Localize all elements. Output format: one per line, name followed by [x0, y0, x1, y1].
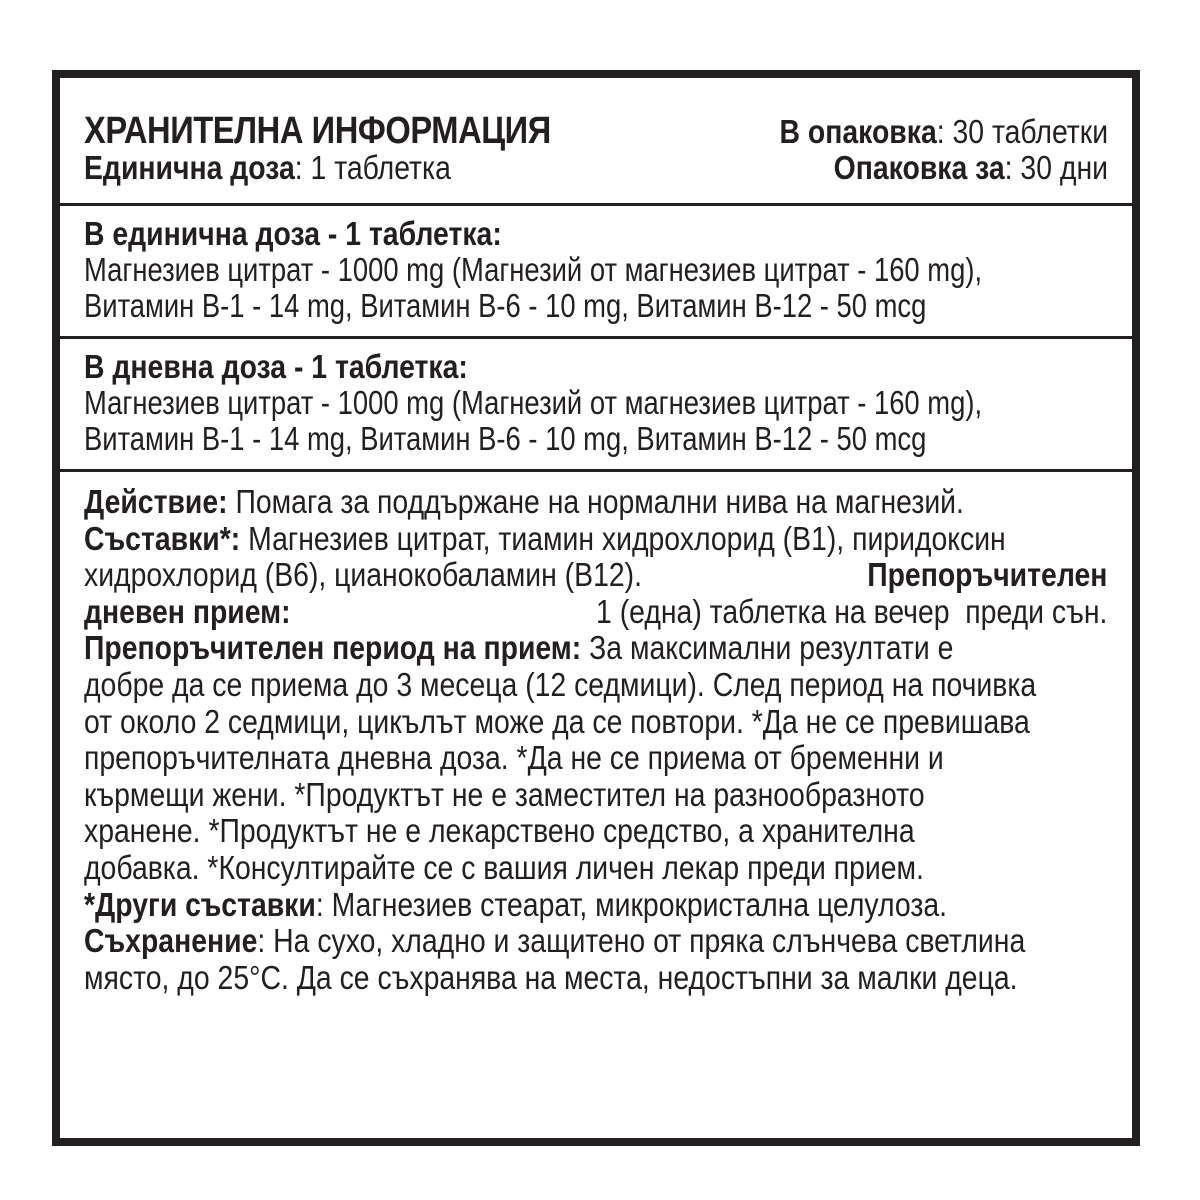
package-duration — [834, 149, 1108, 187]
details-line: добре да се приема до 3 месеца (12 седмици). След период на почивка — [84, 665, 1037, 703]
storage-label: Съхранение — [84, 922, 258, 960]
label-title: ХРАНИТЕЛНА ИНФОРМАЦИЯ — [84, 110, 551, 152]
action-line — [84, 484, 1107, 521]
recommended-period-text: За максимални резултати е — [581, 629, 954, 667]
single-dose-value: : 1 таблетка — [294, 149, 451, 186]
details-line: от около 2 седмици, цикълът може да се повтори. *Да не се превишава — [84, 702, 1030, 740]
label-subheader-row — [84, 149, 1108, 187]
storage-line — [84, 923, 1107, 960]
single-dose — [84, 149, 451, 187]
package-duration-value: : 30 дни — [1004, 149, 1108, 186]
nutrition-label — [52, 70, 1140, 1146]
ingredients-label: Съставки*: — [84, 519, 241, 557]
recommended-daily-label: дневен прием: — [84, 592, 291, 630]
daily-dose-title: В дневна доза - 1 таблетка: — [84, 348, 468, 385]
unit-dose-section — [84, 206, 1108, 336]
action-label: Действие: — [84, 483, 228, 520]
storage-line-2: място, до 25°C. Да се съхранява на места, недостъпни за малки деца. — [84, 958, 1018, 996]
daily-dose-line: Витамин B-1 - 14 mg, Витамин B-6 - 10 mg, Витамин B-12 - 50 mcg — [84, 420, 927, 457]
details-line: добавка. *Консултирайте се с вашия личен лекар преди прием. — [84, 848, 924, 886]
details-section — [84, 472, 1108, 996]
unit-dose-line: Витамин B-1 - 14 mg, Витамин B-6 - 10 mg, Витамин B-12 - 50 mcg — [84, 287, 927, 324]
package-count — [779, 113, 1108, 151]
daily-dose-line: Магнезиев цитрат - 1000 mg (Магнезий от магнезиев цитрат - 160 mg), — [84, 384, 983, 421]
package-value: : 30 таблетки — [936, 113, 1108, 150]
storage-text: : На сухо, хладно и защитено от пряка слънчева светлина — [257, 922, 1026, 960]
unit-dose-line: Магнезиев цитрат - 1000 mg (Магнезий от магнезиев цитрат - 160 mg), — [84, 251, 983, 288]
single-dose-label: Единична доза — [84, 149, 295, 186]
recommended-period-label: Препоръчителен период на прием: — [84, 629, 582, 667]
label-header-row — [84, 110, 1108, 153]
details-line: препоръчителната дневна доза. *Да не се приема от бременни и — [84, 739, 944, 777]
package-duration-label: Опаковка за — [833, 149, 1005, 186]
other-ingredients-label: *Други съставки — [84, 885, 316, 923]
other-ingredients-text: : Магнезиев стеарат, микрокристална целулоза. — [315, 885, 948, 923]
unit-dose-title: В единична доза - 1 таблетка: — [84, 215, 502, 252]
action-text: Помага за поддържане на нормални нива на магнезий. — [227, 483, 964, 520]
ingredients-text: Магнезиев цитрат, тиамин хидрохлорид (B1), пиридоксин — [240, 519, 1006, 557]
recommended-daily-label: Препоръчителен — [867, 556, 1108, 594]
recommended-period-line — [84, 630, 1107, 667]
ingredients-line — [84, 521, 1107, 558]
package-label: В опаковка — [779, 113, 937, 150]
other-ingredients-line — [84, 887, 1107, 924]
recommended-daily-text: 1 (една) таблетка на вечер преди сън. — [596, 592, 1108, 630]
ingredients-line-2 — [84, 557, 1107, 594]
daily-dose-section — [84, 339, 1108, 469]
recommended-daily-line — [84, 594, 1107, 631]
label-content — [84, 110, 1108, 996]
details-line: хранене. *Продуктът не е лекарствено средство, а хранителна — [84, 812, 915, 850]
ingredients-text: хидрохлорид (B6), цианокобаламин (B12). — [84, 556, 642, 594]
details-line: кърмещи жени. *Продуктът не е заместител на разнообразното — [84, 775, 925, 813]
